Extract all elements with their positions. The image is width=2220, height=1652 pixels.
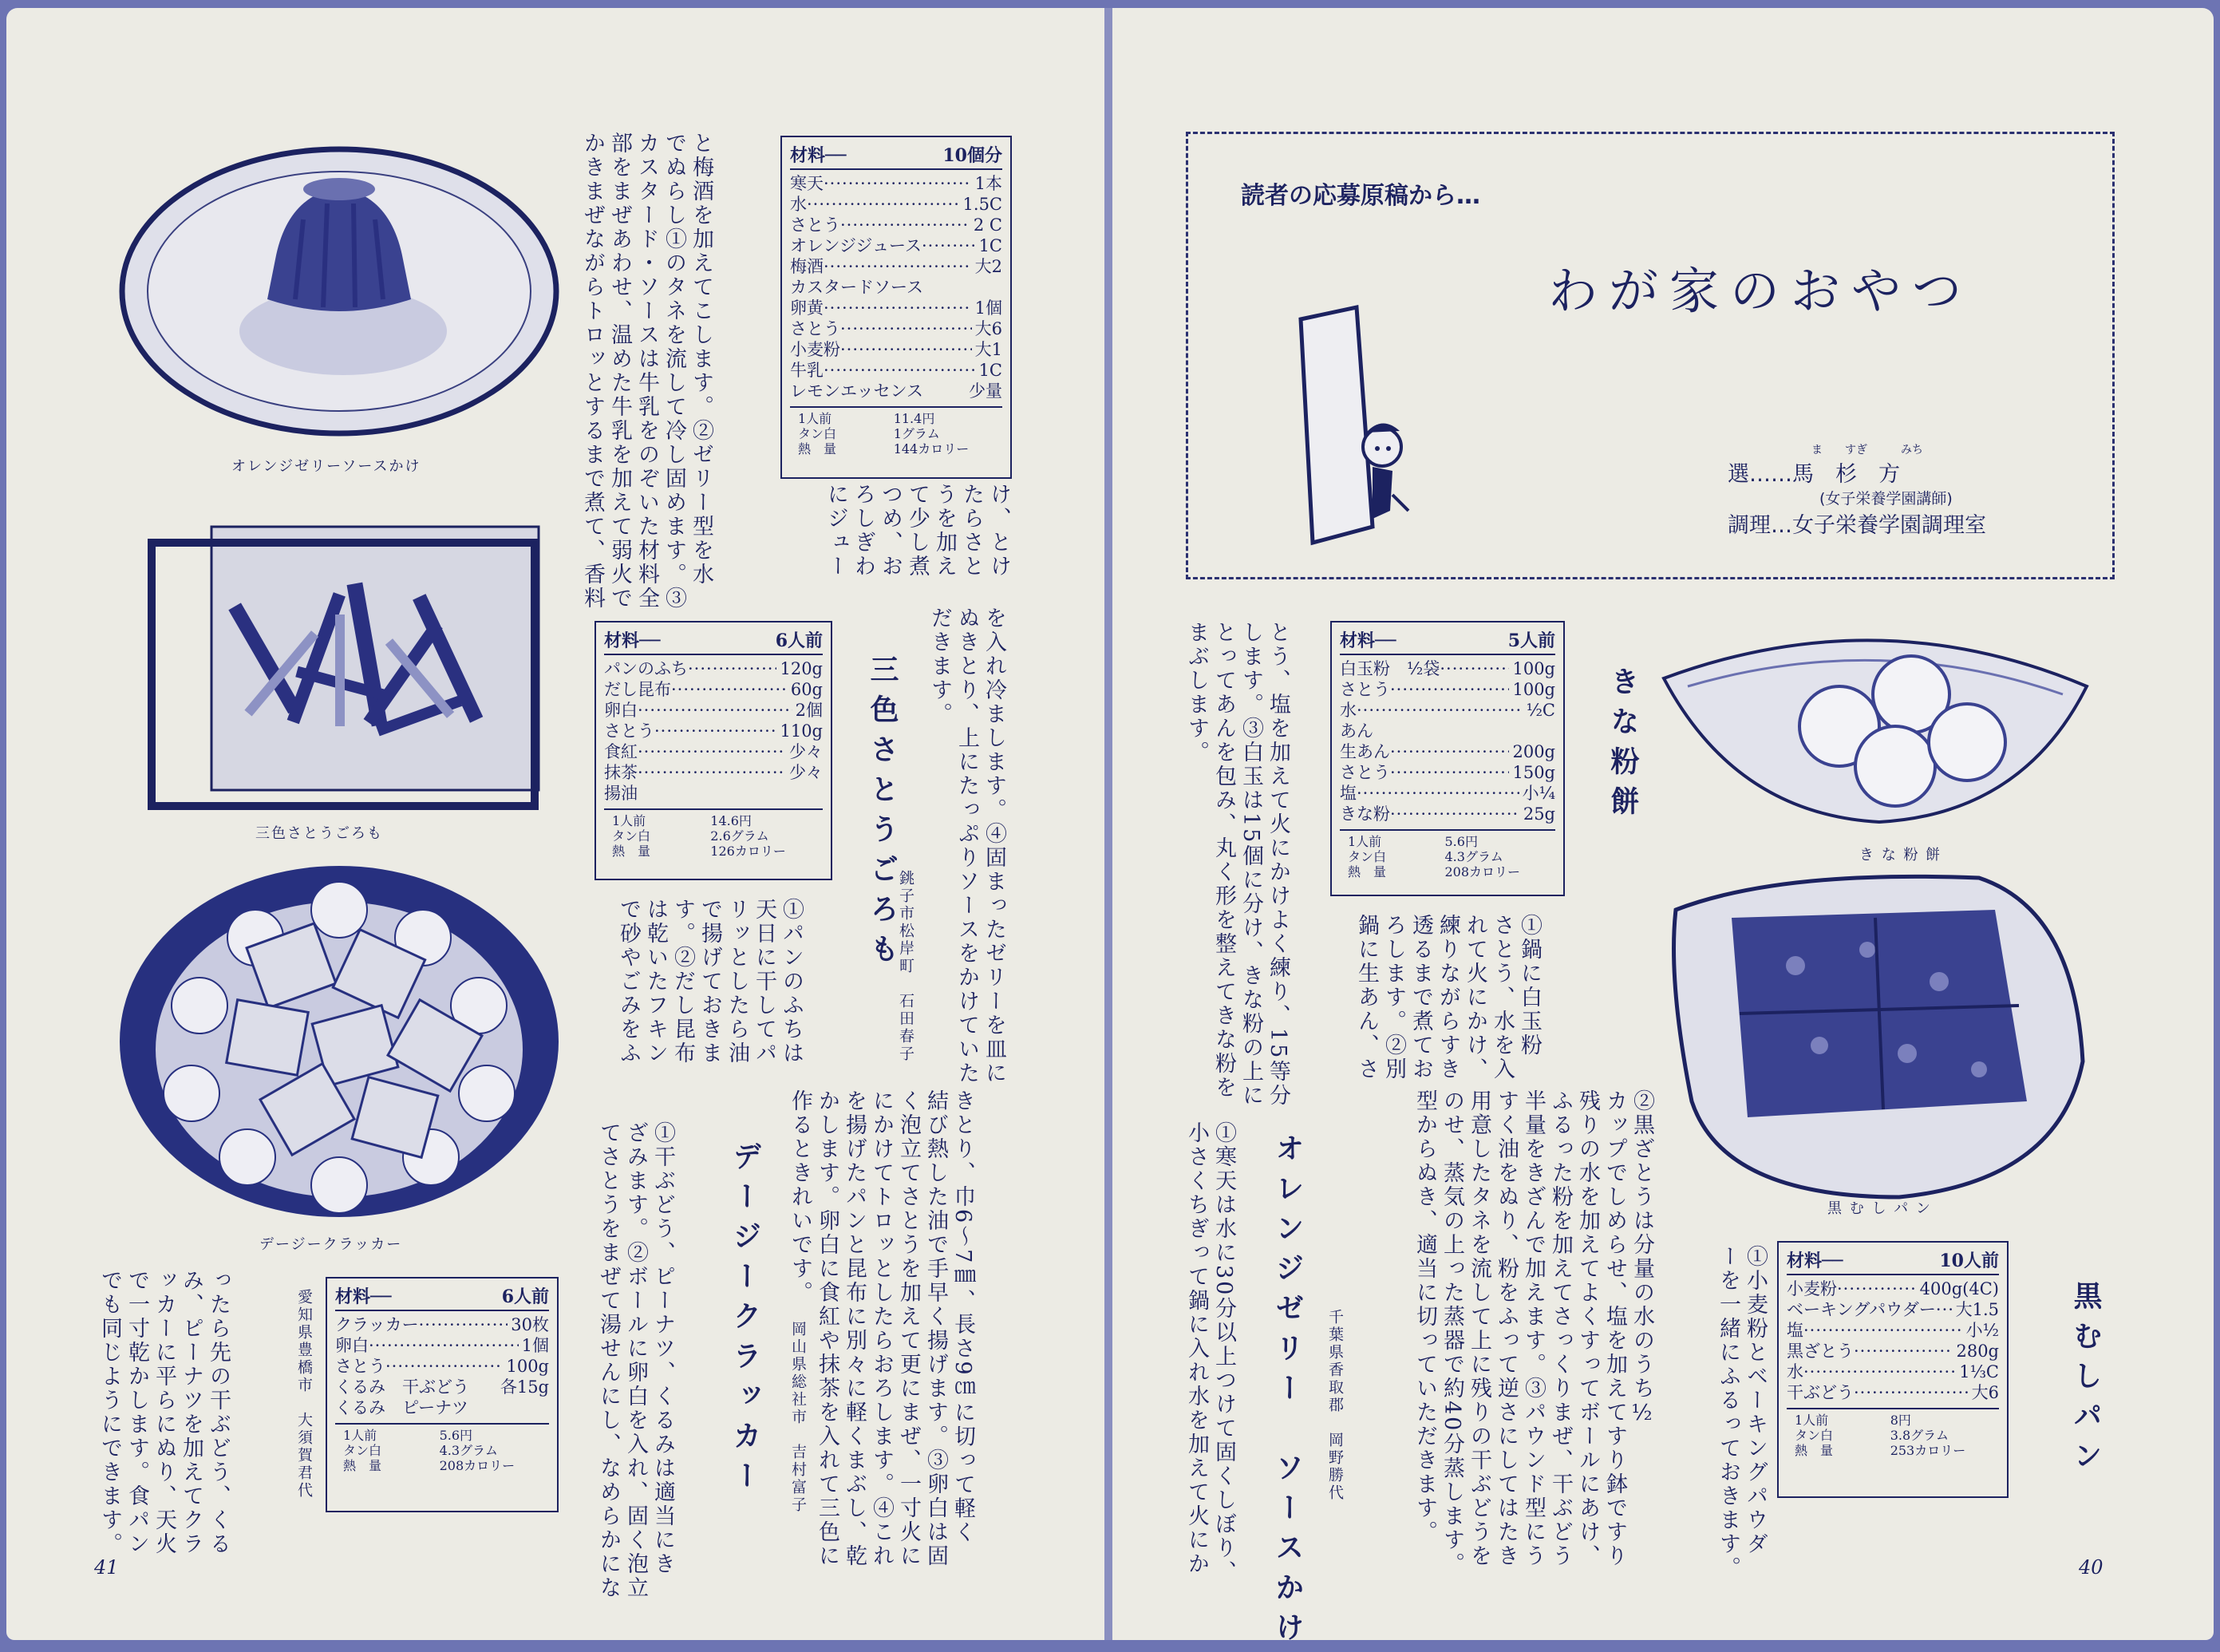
footer-label: タン白 bbox=[343, 1443, 382, 1458]
ingredients-head: 材料── bbox=[335, 1286, 392, 1307]
footer-value: 1グラム bbox=[893, 426, 940, 441]
ingredient-name: 梅酒 ····· bbox=[790, 256, 972, 277]
orange-jelly-text-a: と梅酒を加えてこします。②ゼリー型を水 でぬらし①のタネを流して冷し固めます。③ カスタード・ソースは牛乳をのぞいた材料全 部をまぜあわせ、温めた牛乳を加えて弱火で かきまぜながらトロッとするまで煮て、香料 bbox=[580, 132, 713, 611]
ingredient-name: 白玉粉 ½袋 ····· bbox=[1340, 658, 1509, 679]
kuromushi-pan-photo bbox=[1660, 862, 2091, 1205]
footer-value: 2.6グラム bbox=[710, 828, 769, 844]
ingredient-name: 卵白 ····· bbox=[604, 700, 792, 721]
book-gutter bbox=[1104, 8, 1112, 1640]
sanshoku-title: 三色さとうごろも bbox=[866, 654, 899, 974]
orange-jelly-text-b: け、とけ たらさと うを加え て少し煮 つめ、お ろしぎわ にジュー bbox=[824, 483, 1011, 579]
orange-jelly-start-text: ①寒天は水に30分以上つけて固くしぼり、 小さくちぎって鍋に入れ水を加えて火にか bbox=[1184, 1121, 1236, 1585]
footer-label: 熱 量 bbox=[612, 844, 651, 859]
ingredient-qty: 1個 bbox=[974, 298, 1002, 318]
ingredient-name: カスタードソース bbox=[790, 278, 923, 297]
selector-affiliation: (女子栄養学園講師) bbox=[1819, 490, 1953, 508]
servings: 6人前 bbox=[501, 1286, 549, 1307]
daisy-title: デージークラッカー bbox=[729, 1141, 761, 1500]
footer-label: タン白 bbox=[1348, 849, 1387, 864]
ingredient-name: 小麦粉 ····· bbox=[790, 339, 972, 360]
ingredient-qty: 280g bbox=[1956, 1342, 1999, 1361]
door-illustration bbox=[1293, 303, 1420, 551]
ingredient-qty: 大1.5 bbox=[1955, 1300, 1999, 1319]
ingredient-name: クラッカー ····· bbox=[335, 1314, 508, 1335]
footer-label: 1人前 bbox=[612, 813, 646, 828]
servings: 10人前 bbox=[1939, 1251, 1999, 1271]
footer-label: 1人前 bbox=[1795, 1413, 1829, 1428]
footer-label: 熱 量 bbox=[798, 441, 837, 456]
ingredient-qty: 少量 bbox=[969, 381, 1002, 401]
ingredient-qty: 大1 bbox=[974, 340, 1002, 359]
main-title: わが家のおやつ bbox=[1548, 262, 1973, 320]
footer-label: タン白 bbox=[612, 828, 651, 844]
ingredient-name: あん bbox=[1340, 721, 1373, 741]
footer-value: 126カロリー bbox=[710, 844, 786, 859]
ingredient-qty: 2 C bbox=[973, 215, 1002, 235]
ingredient-qty: 100g bbox=[1512, 659, 1555, 678]
footer-value: 14.6円 bbox=[710, 813, 752, 828]
sanshoku-credit: 岡山県総社市 吉村富子 bbox=[789, 1321, 807, 1514]
ingredient-name: だし昆布 ····· bbox=[604, 679, 788, 700]
selector-credit: 選……馬 杉 方 bbox=[1728, 462, 1900, 487]
footer-value: 5.6円 bbox=[1444, 834, 1478, 849]
ingredient-name: 寒天 ····· bbox=[790, 173, 972, 194]
ingredient-qty: 100g bbox=[1512, 680, 1555, 699]
ingredient-name: 塩 ····· bbox=[1340, 783, 1519, 804]
kuromushi-credit: 千葉県香取郡 岡野勝代 bbox=[1326, 1309, 1344, 1502]
ingredient-qty: ½C bbox=[1526, 701, 1555, 720]
ingredient-qty: 110g bbox=[780, 721, 823, 741]
ingredient-name: 塩 ····· bbox=[1787, 1320, 1963, 1341]
footer-label: 熱 量 bbox=[343, 1458, 382, 1473]
daisy-text-a: ①干ぶどう、ピーナツ、くるみは適当にき ざみます。②ボールに卵白を入れ、固く泡立 てさとうをまぜて湯せんにし、なめらかにな bbox=[596, 1121, 675, 1600]
servings: 5人前 bbox=[1507, 630, 1555, 651]
footer-value: 4.3グラム bbox=[439, 1443, 498, 1458]
ingredient-name: くるみ ピーナツ bbox=[335, 1398, 468, 1417]
ingredient-qty: 1C bbox=[978, 236, 1002, 255]
selector-ruby: ま すぎ みち bbox=[1811, 444, 1923, 456]
lead-text: 読者の応募原稿から… bbox=[1241, 182, 1480, 210]
orange-jelly-title: オレンジゼリー ソースかけ bbox=[1271, 1133, 1304, 1652]
ingredients-head: 材料── bbox=[1340, 630, 1396, 651]
orange-jelly-photo bbox=[116, 140, 563, 443]
sanshoku-text-a: ①パンのふちは 天日に干してパ リッとしたら油 で揚げておきま す。②だし昆布 は乾いたフキン で砂やごみをふ bbox=[616, 898, 804, 1065]
ingredient-qty: 1⅓C bbox=[1959, 1362, 1999, 1381]
page-number-left: 41 bbox=[94, 1556, 119, 1579]
ingredient-name: 卵白 ····· bbox=[335, 1335, 519, 1356]
caption-sanshoku: 三色さとうごろも bbox=[255, 825, 383, 842]
ingredients-head: 材料── bbox=[790, 145, 847, 166]
sanshoku-photo bbox=[136, 519, 559, 822]
ingredient-name: 干ぶどう ····· bbox=[1787, 1382, 1969, 1403]
footer-value: 144カロリー bbox=[893, 441, 970, 456]
ingredient-qty: 60g bbox=[790, 680, 823, 699]
ingredient-name: パンのふち ····· bbox=[604, 658, 776, 679]
footer-value: 11.4円 bbox=[893, 411, 935, 426]
servings: 6人前 bbox=[775, 630, 823, 651]
ingredient-qty: 2個 bbox=[795, 701, 823, 720]
cook-credit: 調理…女子栄養学園調理室 bbox=[1728, 513, 1986, 538]
caption-orange-jelly: オレンジゼリーソースかけ bbox=[231, 458, 421, 475]
caption-daisy: デージークラッカー bbox=[259, 1236, 403, 1253]
footer-value: 3.8グラム bbox=[1890, 1428, 1949, 1443]
sanshoku-text-b: きとり、巾6〜7㎜、長さ9㎝に切って軽く 結び熱した油で手早く揚げます。③卵白は固 く泡立てさとうを加えて更にまぜ、一寸火に にかけてトロッとしたらおろします。④これ を揚げたパンと昆布に別々に軽くまぶし、乾 かします。卵白に食紅や抹茶を入れて三色に 作るときれいです。 bbox=[788, 1089, 975, 1568]
ingredient-qty: 100g bbox=[506, 1357, 549, 1376]
footer-label: 1人前 bbox=[798, 411, 832, 426]
orange-jelly-credit: 銚子市松岸町 石田春子 bbox=[897, 870, 914, 1063]
ingredient-qty: 少々 bbox=[789, 742, 823, 761]
ingredient-name: 水 ····· bbox=[1340, 700, 1523, 721]
sanshoku-ingredients bbox=[595, 621, 832, 880]
ingredient-qty: 25g bbox=[1523, 804, 1555, 824]
ingredient-qty: 400g(4C) bbox=[1919, 1279, 1999, 1298]
footer-value: 208カロリー bbox=[1444, 864, 1521, 879]
ingredient-name: 生あん ····· bbox=[1340, 741, 1509, 762]
caption-kinako: き な 粉 餅 bbox=[1859, 847, 1942, 864]
ingredient-name: 小麦粉 ····· bbox=[1787, 1279, 1917, 1299]
ingredient-qty: 200g bbox=[1512, 742, 1555, 761]
daisy-text-b: ったら先の干ぶどう、くる み、ピーナツを加えてクラ ッカーに平らにぬり、天火 で一寸乾かします。食パン でも同じようにできます。 bbox=[97, 1269, 231, 1556]
kinako-text-b: ①鍋に白玉粉 さとう、水を入 れて火にかけ、 練りながらすき 透るまで煮てお ろします。②別 鍋に生あん、さ bbox=[1354, 914, 1542, 1081]
kuromushi-text-a: ①小麦粉とベーキングパウダ ーを一緒にふるっておきます。 bbox=[1716, 1245, 1768, 1580]
footer-label: 熱 量 bbox=[1348, 864, 1387, 879]
ingredient-name: きな粉 ····· bbox=[1340, 804, 1520, 824]
ingredients-head: 材料── bbox=[604, 630, 661, 651]
ingredient-name: 卵黄 ····· bbox=[790, 298, 972, 318]
ingredient-qty: 1C bbox=[978, 361, 1002, 380]
daisy-cracker-photo bbox=[112, 862, 567, 1221]
ingredient-qty: 大6 bbox=[1971, 1383, 1999, 1402]
ingredient-name: さとう ····· bbox=[1340, 762, 1509, 783]
footer-value: 5.6円 bbox=[439, 1428, 473, 1443]
ingredient-name: オレンジジュース ····· bbox=[790, 235, 976, 256]
footer-value: 253カロリー bbox=[1890, 1443, 1966, 1458]
footer-value: 4.3グラム bbox=[1444, 849, 1503, 864]
ingredient-name: 揚油 bbox=[604, 784, 638, 803]
ingredient-qty: 150g bbox=[1512, 763, 1555, 782]
ingredient-name: さとう ····· bbox=[790, 318, 972, 339]
ingredient-name: レモンエッセンス bbox=[790, 381, 923, 401]
ingredient-qty: 大2 bbox=[974, 257, 1002, 276]
ingredient-name: 食紅 ····· bbox=[604, 741, 786, 762]
ingredient-qty: 大6 bbox=[974, 319, 1002, 338]
kinako-title: きな粉餅 bbox=[1606, 666, 1639, 826]
ingredient-qty: 1本 bbox=[974, 174, 1002, 193]
kinako-mochi-photo bbox=[1656, 615, 2095, 846]
footer-label: タン白 bbox=[798, 426, 837, 441]
kuromushi-text-b: ②黒ざとうは分量の水のうち½ カップでしめらせ、塩を加えてすり鉢ですり 残りの水を加えてよくすってボールにあけ、 ふるった粉を加えてさっくりまぜ、干ぶどう 半量をきざんで加えます。③パウンド型にう すく油をぬり、粉をふって逆さにしてはたき 用意したタネを流して上に残りの干ぶどうを のせ、蒸気の上った蒸器で約40分蒸します。 型からぬき、適当に切っていただきます。 bbox=[1412, 1089, 1654, 1577]
ingredient-name: さとう ····· bbox=[604, 721, 776, 741]
servings: 10個分 bbox=[942, 145, 1002, 166]
ingredient-qty: 1.5C bbox=[962, 195, 1002, 214]
ingredient-qty: 1個 bbox=[521, 1336, 549, 1355]
footer-label: タン白 bbox=[1795, 1428, 1834, 1443]
ingredient-name: 牛乳 ····· bbox=[790, 360, 976, 381]
kinako-ingredients bbox=[1330, 621, 1565, 896]
page-number-right: 40 bbox=[2079, 1556, 2103, 1579]
kinako-text-a: とう、塩を加えて火にかけよく練り、15等分 します。③白玉は15個に分け、きな粉の上に とってあんを包み、丸く形を整えてきな粉を まぶします。 bbox=[1184, 621, 1290, 1109]
footer-value: 208カロリー bbox=[439, 1458, 515, 1473]
ingredient-name: ベーキングパウダー ····· bbox=[1787, 1299, 1953, 1320]
ingredient-name: 水 ····· bbox=[790, 194, 960, 215]
ingredient-qty: 30枚 bbox=[511, 1315, 549, 1334]
ingredient-name: 水 ····· bbox=[1787, 1362, 1956, 1382]
ingredients-head: 材料── bbox=[1787, 1251, 1843, 1271]
ingredient-name: くるみ 干ぶどう bbox=[335, 1377, 469, 1397]
footer-label: 熱 量 bbox=[1795, 1443, 1834, 1458]
ingredient-qty: 小¼ bbox=[1522, 784, 1555, 803]
daisy-credit: 愛知県豊橋市 大須賀君代 bbox=[295, 1289, 313, 1500]
ingredient-qty: 120g bbox=[780, 659, 823, 678]
ingredient-qty: 各15g bbox=[500, 1377, 549, 1397]
ingredient-name: さとう ····· bbox=[1340, 679, 1509, 700]
orange-jelly-ingredients bbox=[780, 136, 1012, 479]
daisy-ingredients bbox=[326, 1277, 559, 1512]
ingredient-name: 抹茶 ····· bbox=[604, 762, 786, 783]
footer-value: 8円 bbox=[1890, 1413, 1911, 1428]
footer-label: 1人前 bbox=[1348, 834, 1382, 849]
caption-kuromushi: 黒 む し パ ン bbox=[1827, 1200, 1932, 1217]
ingredient-qty: 小½ bbox=[1965, 1321, 1999, 1340]
ingredient-name: さとう ····· bbox=[790, 215, 970, 235]
ingredient-qty: 少々 bbox=[789, 763, 823, 782]
kuromushi-ingredients bbox=[1777, 1241, 2009, 1498]
orange-jelly-text-c: を入れ冷まします。④固まったゼリーを皿に ぬきとり、上にたっぷりソースをかけていた だきます。 bbox=[927, 607, 1006, 1085]
ingredient-name: 黒ざとう ····· bbox=[1787, 1341, 1953, 1362]
ingredient-name: さとう ····· bbox=[335, 1356, 503, 1377]
footer-label: 1人前 bbox=[343, 1428, 377, 1443]
kuromushi-title: 黒むしパン bbox=[2069, 1281, 2102, 1480]
